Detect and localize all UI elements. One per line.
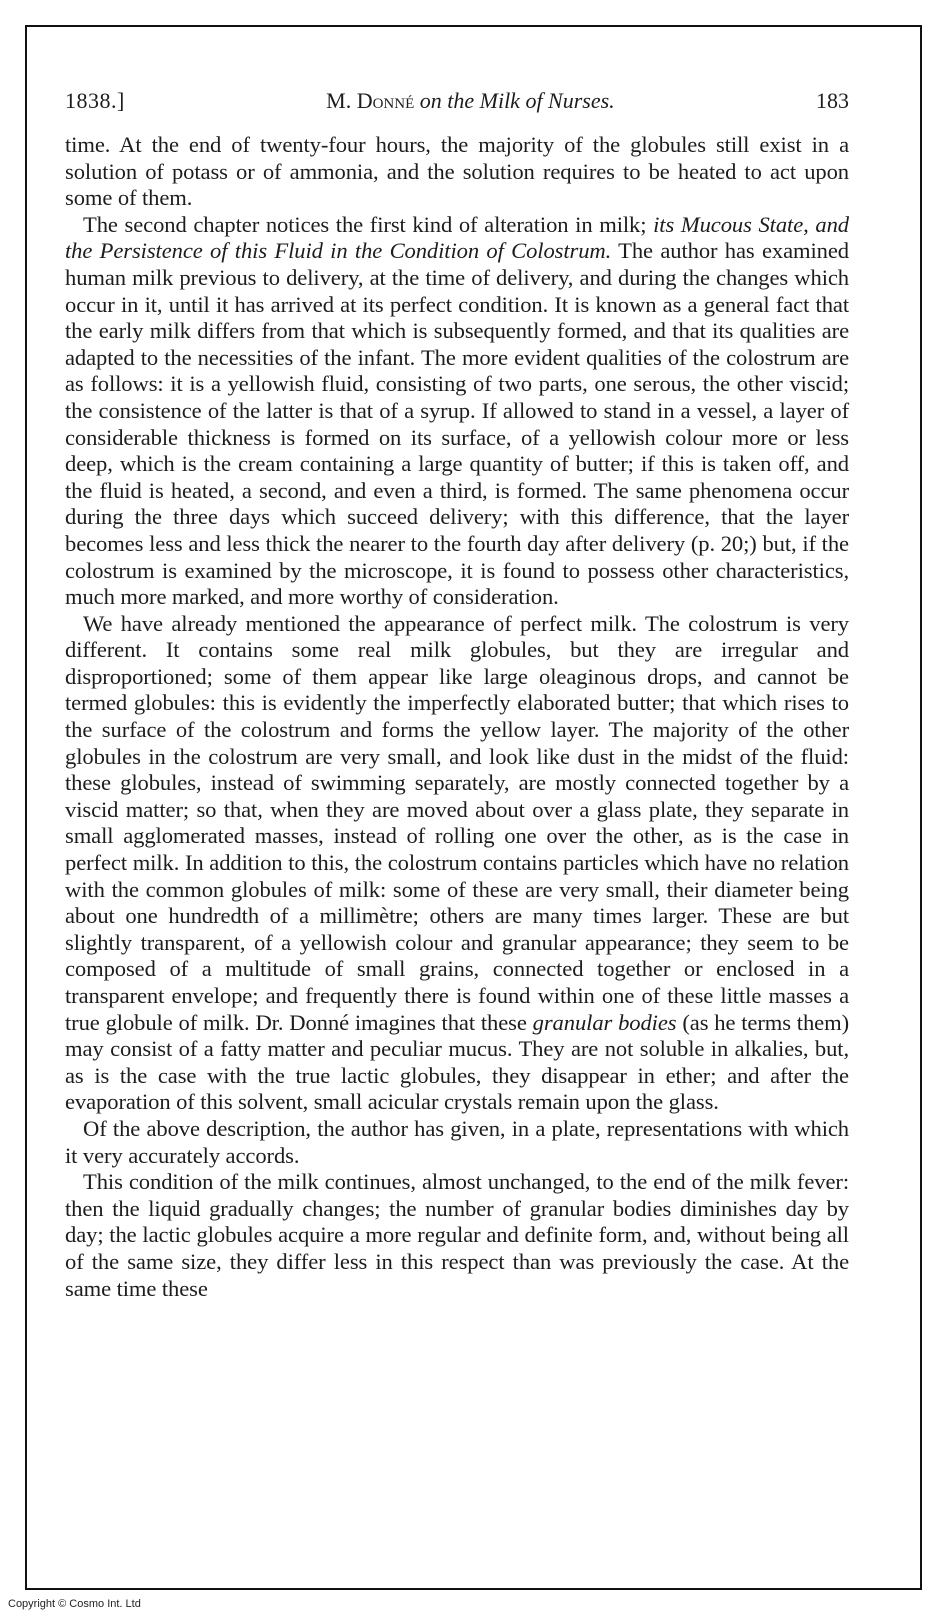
paragraph-3 bbox=[65, 611, 849, 1116]
header-title-author: M. Donné bbox=[326, 88, 415, 113]
book-page bbox=[65, 88, 849, 1302]
body-text bbox=[65, 132, 849, 1302]
copyright-notice: Copyright © Cosmo Int. Ltd bbox=[8, 1598, 141, 1610]
paragraph-1: time. At the end of twenty-four hours, the majority of the globules still exist in a solution of potass or of ammonia, and the solution requires to be heated to act upon some of them. bbox=[65, 132, 849, 211]
paragraph-3-italic-term: granular bodies bbox=[532, 1009, 677, 1035]
header-year: 1838.] bbox=[65, 88, 125, 113]
paragraph-2 bbox=[65, 212, 849, 611]
paragraph-5: This condition of the milk continues, almost unchanged, to the end of the milk fever: then the liquid gradually changes; the number of granular bodies diminishes day by day; the lactic globules acquire a more regular and definite form, and, without being all of the same size, they differ less in this respect than was previously the case. At the same time these bbox=[65, 1169, 849, 1301]
paragraph-3-lead: We have already mentioned the appearance of perfect milk. The colostrum is very different. It contains some real milk globules, but they are irregular and disproportioned; some of them appear like large oleaginous drops, and cannot be termed globules: this is evidently the imperfectly elaborated butter; that which rises to the surface of the colostrum and forms the yellow layer. The majority of the other globules in the colostrum are very small, and look like dust in the midst of the fluid: these globules, instead of swimming separately, are mostly connected together by a viscid matter; so that, when they are moved about over a glass plate, they separate in small agglomerated masses, instead of rolling one over the other, as is the case in perfect milk. In addition to this, the colostrum contains particles which have no relation with the common globules of milk: some of these are very small, their diameter being about one hundredth of a millimètre; others are many times larger. These are but slightly transparent, of a yellowish colour and granular appearance; they seem to be composed of a multitude of small grains, connected together or enclosed in a transparent envelope; and frequently there is found within one of these little masses a true globule of milk. Dr. Donné imagines that these bbox=[65, 610, 849, 1035]
page-number: 183 bbox=[816, 88, 849, 113]
paragraph-2-body: The author has examined human milk previous to delivery, at the time of delivery, and during the changes which occur in it, until it has arrived at its perfect condition. It is known as a general fact that the early milk differs from that which is subsequently formed, and that its qualities are adapted to the necessities of the infant. The more evident qualities of the colostrum are as follows: it is a yellowish fluid, consisting of two parts, one serous, the other viscid; the consistence of the latter is that of a syrup. If allowed to stand in a vessel, a layer of considerable thickness is formed on its surface, of a yellowish colour more or less deep, which is the cream containing a large quantity of butter; if this is taken off, and the fluid is heated, a second, and even a third, is formed. The same phenomena occur during the three days which succeed delivery; with this difference, that the layer becomes less and less thick the nearer to the fourth day after delivery (p. 20;) but, if the colostrum is examined by the microscope, it is found to possess other characteristics, much more marked, and more worthy of consideration. bbox=[65, 238, 850, 610]
paragraph-2-italic-title: its Mucous State, and the Persistence of this Fluid in the Condition of Colostrum. bbox=[65, 211, 849, 264]
header-title bbox=[326, 88, 615, 114]
running-head bbox=[65, 88, 849, 114]
paragraph-4: Of the above description, the author has given, in a plate, representations with which it very accurately accords. bbox=[65, 1115, 849, 1168]
header-title-subject: on the Milk of Nurses. bbox=[419, 88, 615, 113]
paragraph-3-tail: (as he terms them) may consist of a fatty matter and peculiar mucus. They are not soluble in alkalies, but, as is the case with the true lactic globules, they disappear in ether; and after the evaporation of this solvent, small acicular crystals remain upon the glass. bbox=[65, 1009, 850, 1115]
paragraph-2-lead: The second chapter notices the first kind of alteration in milk; bbox=[83, 211, 654, 237]
